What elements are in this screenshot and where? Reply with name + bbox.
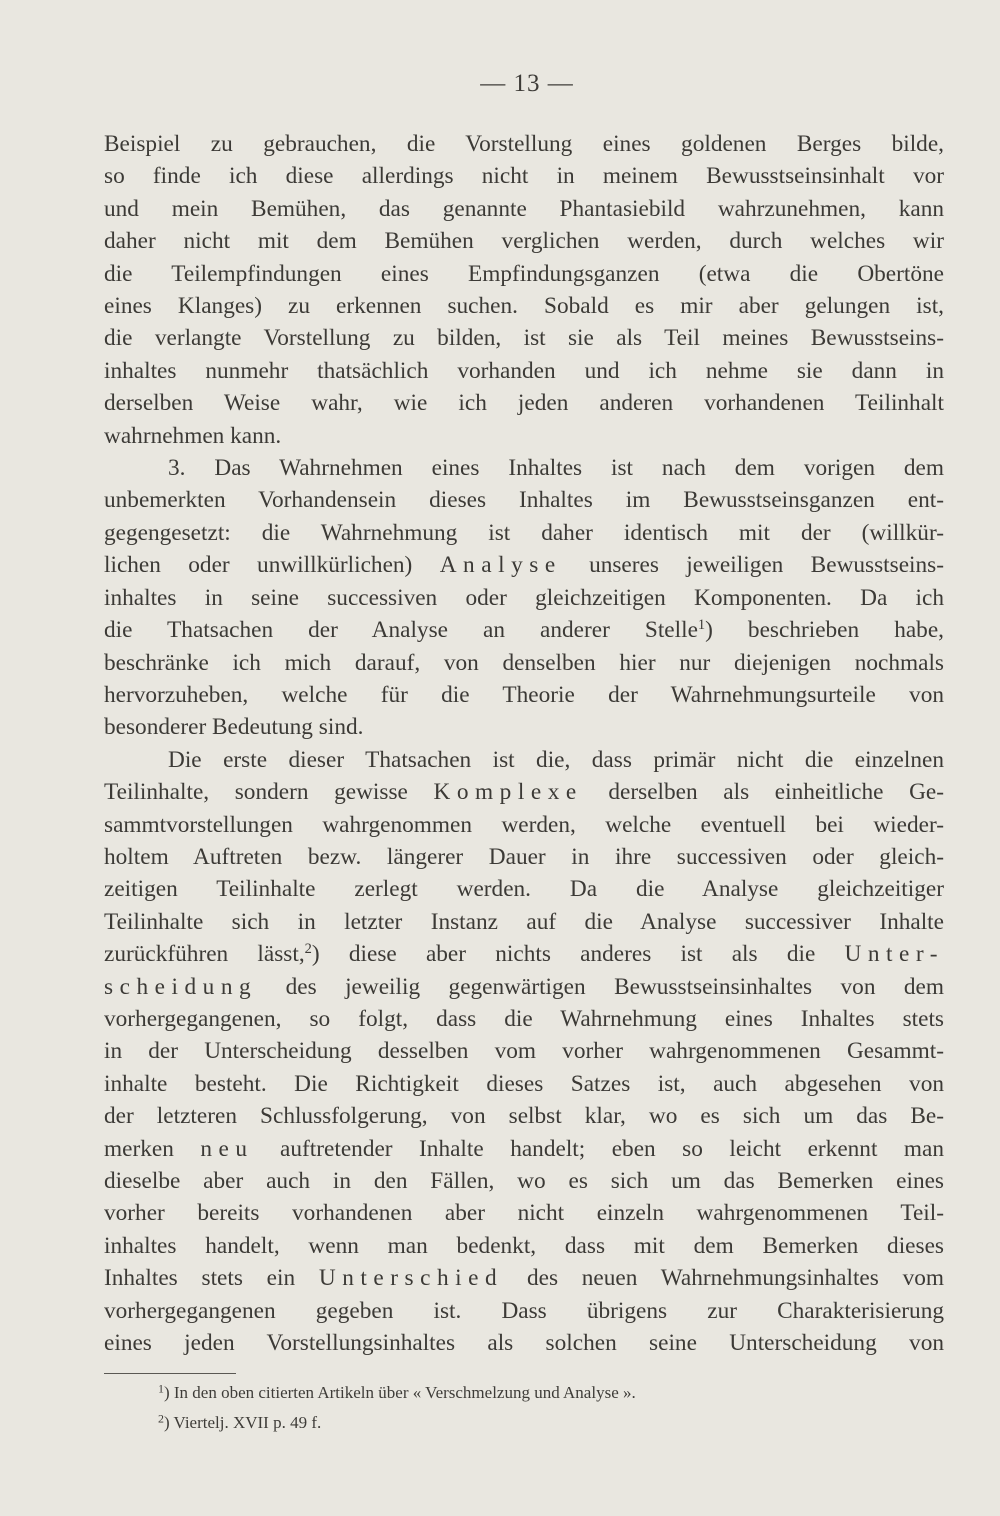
text-run: Inhaltes stets ein — [104, 1265, 319, 1292]
text-line — [104, 1165, 944, 1197]
text-run: des neuen Wahrnehmungsinhaltes vom — [503, 1265, 944, 1292]
text-run: die Thatsachen der Analyse an anderer Stelle — [104, 617, 698, 644]
text-line — [104, 128, 944, 160]
text-line — [104, 1100, 944, 1132]
text-run: merken — [104, 1135, 201, 1162]
text-line — [104, 1035, 944, 1067]
text-run: derselben Weise wahr, wie ich jeden anderen vorhandenen Teilinhalt — [104, 390, 944, 417]
text-run: derselben als einheitliche Ge- — [582, 779, 945, 806]
text-run: dieselbe aber auch in den Fällen, wo es sich um das Bemerken eines — [104, 1168, 944, 1194]
text-line — [104, 647, 944, 679]
text-line — [104, 1133, 944, 1165]
text-run: zeitigen Teilinhalte zerlegt werden. Da die Analyse gleichzeitiger — [104, 876, 944, 903]
text-line — [104, 776, 944, 808]
text-line — [104, 906, 944, 938]
text-line — [104, 614, 944, 646]
text-line — [104, 420, 944, 452]
text-run: und mein Bemühen, das genannte Phantasiebild wahrzunehmen, kann — [104, 195, 944, 222]
text-line — [104, 1230, 944, 1262]
text-run: wahrnehmen kann. — [104, 422, 282, 449]
text-line — [104, 711, 944, 743]
text-run: Beispiel zu gebrauchen, die Vorstellung eines goldenen Berges bilde, — [104, 131, 944, 157]
text-run: die Teilempfindungen eines Empfindungsganzen (etwa die Obertöne — [104, 260, 944, 287]
footnote-mark: 1 — [158, 1381, 164, 1396]
text-line — [104, 938, 944, 970]
text-run: zurückführen lässt, — [104, 941, 305, 968]
footnote — [158, 1408, 944, 1438]
spaced-emphasis: scheidung — [104, 973, 258, 1000]
text-run: lichen oder unwillkürlichen) — [104, 552, 440, 579]
spaced-emphasis: Unter- — [844, 941, 944, 968]
text-line — [104, 452, 944, 484]
text-line — [104, 582, 944, 614]
footnote-mark: 2 — [158, 1411, 164, 1426]
text-run: des jeweilig gegenwärtigen Bewusstseinsinhaltes von dem — [257, 973, 944, 1000]
text-line — [104, 809, 944, 841]
spaced-emphasis: Komplexe — [433, 779, 583, 806]
text-run: inhaltes in seine successiven oder gleichzeitigen Komponenten. Da ich — [104, 584, 944, 611]
text-run: vorhergegangenen gegeben ist. Dass übrigens zur Charakterisierung — [104, 1297, 944, 1324]
text-run: eines jeden Vorstellungsinhaltes als solchen seine Unterscheidung von — [104, 1330, 944, 1357]
text-line — [104, 322, 944, 354]
body-text — [104, 128, 944, 1359]
footnote — [158, 1378, 944, 1408]
text-line — [104, 225, 944, 257]
footnotes — [158, 1378, 944, 1438]
text-line — [104, 258, 944, 290]
spaced-emphasis: Unterschied — [318, 1265, 504, 1292]
text-run: die verlangte Vorstellung zu bilden, ist sie als Teil meines Bewusstseins- — [104, 325, 944, 352]
text-line — [104, 1068, 944, 1100]
text-run: vorhergegangenen, so folgt, dass die Wahrnehmung eines Inhaltes stets — [104, 1005, 944, 1032]
text-run: daher nicht mit dem Bemühen verglichen werden, durch welches wir — [104, 228, 944, 255]
text-run: unseres jeweiligen Bewusstseins- — [561, 552, 944, 579]
text-run: Die erste dieser Thatsachen ist die, dass primär nicht die einzelnen — [168, 746, 944, 773]
text-line — [104, 1327, 944, 1359]
text-line — [104, 387, 944, 419]
text-run: so finde ich diese allerdings nicht in meinem Bewusstseinsinhalt vor — [104, 163, 944, 190]
text-run: eines Klanges) zu erkennen suchen. Sobald es mir aber gelungen ist, — [104, 293, 944, 320]
spaced-emphasis: Analyse — [439, 552, 562, 579]
text-line — [104, 1003, 944, 1035]
text-line — [104, 290, 944, 322]
text-line — [104, 744, 944, 776]
text-line — [104, 160, 944, 192]
text-run: 3. Das Wahrnehmen eines Inhaltes ist nach dem vorigen dem — [168, 455, 944, 482]
footnote-text: ) In den oben citierten Artikeln über « Verschmelzung und Analyse ». — [163, 1383, 636, 1402]
text-line — [104, 873, 944, 905]
footnote-ref: 1 — [697, 617, 706, 634]
text-run: inhalte besteht. Die Richtigkeit dieses Satzes ist, auch abgesehen von — [104, 1070, 944, 1097]
text-line — [104, 193, 944, 225]
text-run: vorher bereits vorhandenen aber nicht einzeln wahrgenommenen Teil- — [104, 1200, 944, 1227]
text-run: Teilinhalte sich in letzter Instanz auf die Analyse successiver Inhalte — [104, 908, 944, 935]
text-run: der letzteren Schlussfolgerung, von selbst klar, wo es sich um das Be- — [104, 1103, 944, 1130]
text-run: in der Unterscheidung desselben vom vorher wahrgenommenen Gesammt- — [104, 1038, 944, 1065]
text-line — [104, 1295, 944, 1327]
text-line — [104, 1262, 944, 1294]
text-line — [104, 484, 944, 516]
text-line — [104, 971, 944, 1003]
text-run: hervorzuheben, welche für die Theorie der Wahrnehmungsurteile von — [104, 681, 944, 708]
page-number: — 13 — — [480, 70, 574, 97]
text-run: besonderer Bedeutung sind. — [104, 714, 364, 741]
footnote-rule — [104, 1373, 236, 1374]
text-line — [104, 549, 944, 581]
text-line — [104, 355, 944, 387]
text-run: unbemerkten Vorhandensein dieses Inhaltes im Bewusstseinsganzen ent- — [104, 487, 944, 514]
text-line — [104, 1197, 944, 1229]
text-run: inhaltes handelt, wenn man bedenkt, dass mit dem Bemerken dieses — [104, 1232, 944, 1259]
spaced-emphasis: neu — [200, 1135, 254, 1162]
text-run: ) beschrieben habe, — [705, 617, 944, 644]
text-run: beschränke ich mich darauf, von denselben hier nur diejenigen nochmals — [104, 649, 944, 676]
text-run: inhaltes nunmehr thatsächlich vorhanden und ich nehme sie dann in — [104, 357, 944, 384]
text-run: ) diese aber nichts anderes ist als die — [311, 941, 845, 968]
footnote-text: ) Viertelj. XVII p. 49 f. — [163, 1413, 322, 1432]
text-run: holtem Auftreten bezw. längerer Dauer in ihre successiven oder gleich- — [104, 843, 944, 870]
text-run: sammtvorstellungen wahrgenommen werden, welche eventuell bei wieder- — [104, 811, 944, 838]
text-line — [104, 841, 944, 873]
footnote-ref: 2 — [304, 941, 312, 958]
text-line — [104, 517, 944, 549]
text-line — [104, 679, 944, 711]
text-run: Teilinhalte, sondern gewisse — [104, 779, 434, 806]
text-run: auftretender Inhalte handelt; eben so leicht erkennt man — [253, 1135, 945, 1162]
text-run: gegengesetzt: die Wahrnehmung ist daher identisch mit der (willkür- — [104, 519, 944, 546]
